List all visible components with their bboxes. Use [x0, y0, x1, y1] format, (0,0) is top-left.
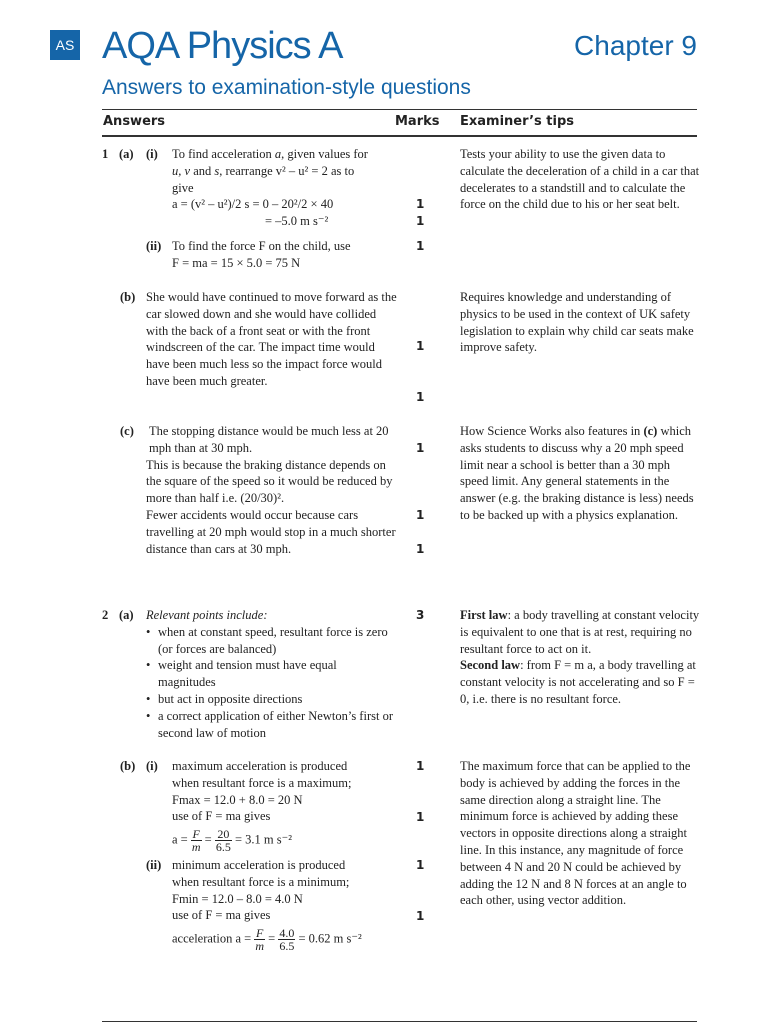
q1a-label: (a)	[119, 147, 134, 161]
brand-title: AQA Physics A	[102, 25, 343, 67]
list-item: • weight and tension must have equal magnitudes	[146, 657, 396, 691]
q1c-mark-1: 1	[416, 441, 425, 455]
as-level-badge: AS	[50, 30, 80, 60]
list-item: • but act in opposite directions	[146, 691, 396, 708]
question-2-number: 2	[102, 608, 109, 622]
q1c-mark-2: 1	[416, 508, 425, 522]
q2a-points-list	[146, 624, 396, 742]
q1c-label: (c)	[120, 424, 134, 438]
list-item: • a correct application of either Newton’s first or second law of motion	[146, 708, 396, 742]
column-header-rule	[102, 135, 697, 137]
q2bii-equation: acceleration a = $\frac{F}{m}$ = $\frac{4.0}{6.5}$ = 0.62 m s⁻²	[172, 926, 362, 954]
q2bi-answer: maximum acceleration is produced when resultant force is a maximum; Fmax = 12.0 + 8.0 = 20 N use of F = ma gives a = $\frac{F}{m}$ = $\frac{20}{6.5}$ = 3.1 m s⁻²	[172, 758, 396, 853]
q1b-label: (b)	[120, 290, 136, 304]
q2b-examiner-tip: The maximum force that can be applied to the body is achieved by adding the forces in the same direction along a straight line. The minimum force is achieved by adding these vectors in opposite directions along a straight line. In this instance, any magnitude of force between 4 N and 20 N could be achieved by adding the 12 N and 8 N forces at an angle to each other, using vector addition.	[460, 759, 691, 908]
q2b-label: (b)	[120, 759, 136, 773]
q1ai-equation: a = (v² – u²)/2 s = 0 – 20²/2 × 40	[172, 197, 334, 212]
q2a-examiner-tip: First law: a body travelling at constant velocity is equivalent to one that is at rest, requiring no resultant force to act on it. Second law: from F = m a, a body travelling at constant velocity is not accelerating and so F = 0, i.e. there is no resultant force.	[460, 608, 700, 706]
q2a-answer: Relevant points include: • when at constant speed, resultant force is zero (or forces are balanced) • weight and tension must have equal magnitudes • but act in opposite directions • a correct application of either Newton’s first or second law of motion	[146, 607, 396, 741]
q1ai-mark-2: 1	[416, 214, 425, 228]
q1b-answer: She would have continued to move forward as the car slowed down and she would have collided with the back of a front seat or with the front windscreen of the car. The impact time would have been much less so the impact force would have been much greater.	[146, 290, 397, 388]
q2bii-answer: minimum acceleration is produced when resultant force is a minimum; Fmin = 12.0 – 8.0 = 4.0 N use of F = ma gives acceleration a = $\frac{F}{m}$ = $\frac{4.0}{6.5}$ = 0.62 m s⁻²	[172, 857, 396, 952]
q2a-mark: 3	[416, 608, 425, 622]
q1ai-answer: To find acceleration a, given values for u, v and s, rearrange v² – u² = 2 as to give a = (v² – u²)/2 s = 0 – 20²/2 × 40 = –5.0 m s⁻²	[172, 146, 394, 230]
q2bii-mark-1: 1	[416, 858, 425, 872]
column-header-answers: Answers	[103, 114, 166, 129]
q1b-mark-1: 1	[416, 339, 425, 353]
list-item: • when at constant speed, resultant force is zero (or forces are balanced)	[146, 624, 396, 658]
chapter-label: Chapter 9	[574, 30, 697, 61]
q1b-mark-2: 1	[416, 390, 425, 404]
q1c-examiner-tip: How Science Works also features in (c) which asks students to discuss why a 20 mph speed limit near a school is better than a 30 mph speed limit. Any general statements in the answer (e.g. the braking distance is less) needs to be backed up with a physics explanation.	[460, 424, 694, 522]
q1aii-label: (ii)	[146, 239, 162, 253]
q1aii-mark: 1	[416, 239, 425, 253]
column-header-tips: Examiner’s tips	[460, 114, 574, 129]
q1ai-result: = –5.0 m s⁻²	[265, 214, 329, 229]
q1ai-label: (i)	[146, 147, 158, 161]
q2bii-mark-2: 1	[416, 909, 425, 923]
question-1-number: 1	[102, 147, 109, 161]
q1aii-answer: To find the force F on the child, use F = ma = 15 × 5.0 = 75 N	[172, 239, 351, 270]
page-title: Answers to examination-style questions	[102, 76, 471, 99]
q2a-label: (a)	[119, 608, 134, 622]
q1c-mark-3: 1	[416, 542, 425, 556]
q1b-examiner-tip: Requires knowledge and understanding of physics to be used in the context of UK safety legislation to explain why child car seats make improve safety.	[460, 290, 694, 355]
q2bii-label: (ii)	[146, 858, 162, 872]
q2bi-equation: a = $\frac{F}{m}$ = $\frac{20}{6.5}$ = 3.1 m s⁻²	[172, 827, 292, 855]
column-header-marks: Marks	[395, 114, 440, 129]
q2bi-mark-1: 1	[416, 759, 425, 773]
footer-rule	[102, 1021, 697, 1022]
q1a-examiner-tip: Tests your ability to use the given data to calculate the deceleration of a child in a car that decelerates to a standstill and to calculate the force on the child due to his or her seat belt.	[460, 147, 700, 212]
q2bi-mark-2: 1	[416, 810, 425, 824]
header-rule	[102, 109, 697, 110]
q1c-answer: The stopping distance would be much less at 20 mph than at 30 mph. This is because the braking distance depends on the square of the speed so it would be reduced by more than half i.e. (20/30)². Fewer accidents would occur because cars travelling at 20 mph would stop in a much shorter distance than cars at 30 mph.	[146, 424, 396, 556]
q1ai-mark-1: 1	[416, 197, 425, 211]
q2bi-label: (i)	[146, 759, 158, 773]
